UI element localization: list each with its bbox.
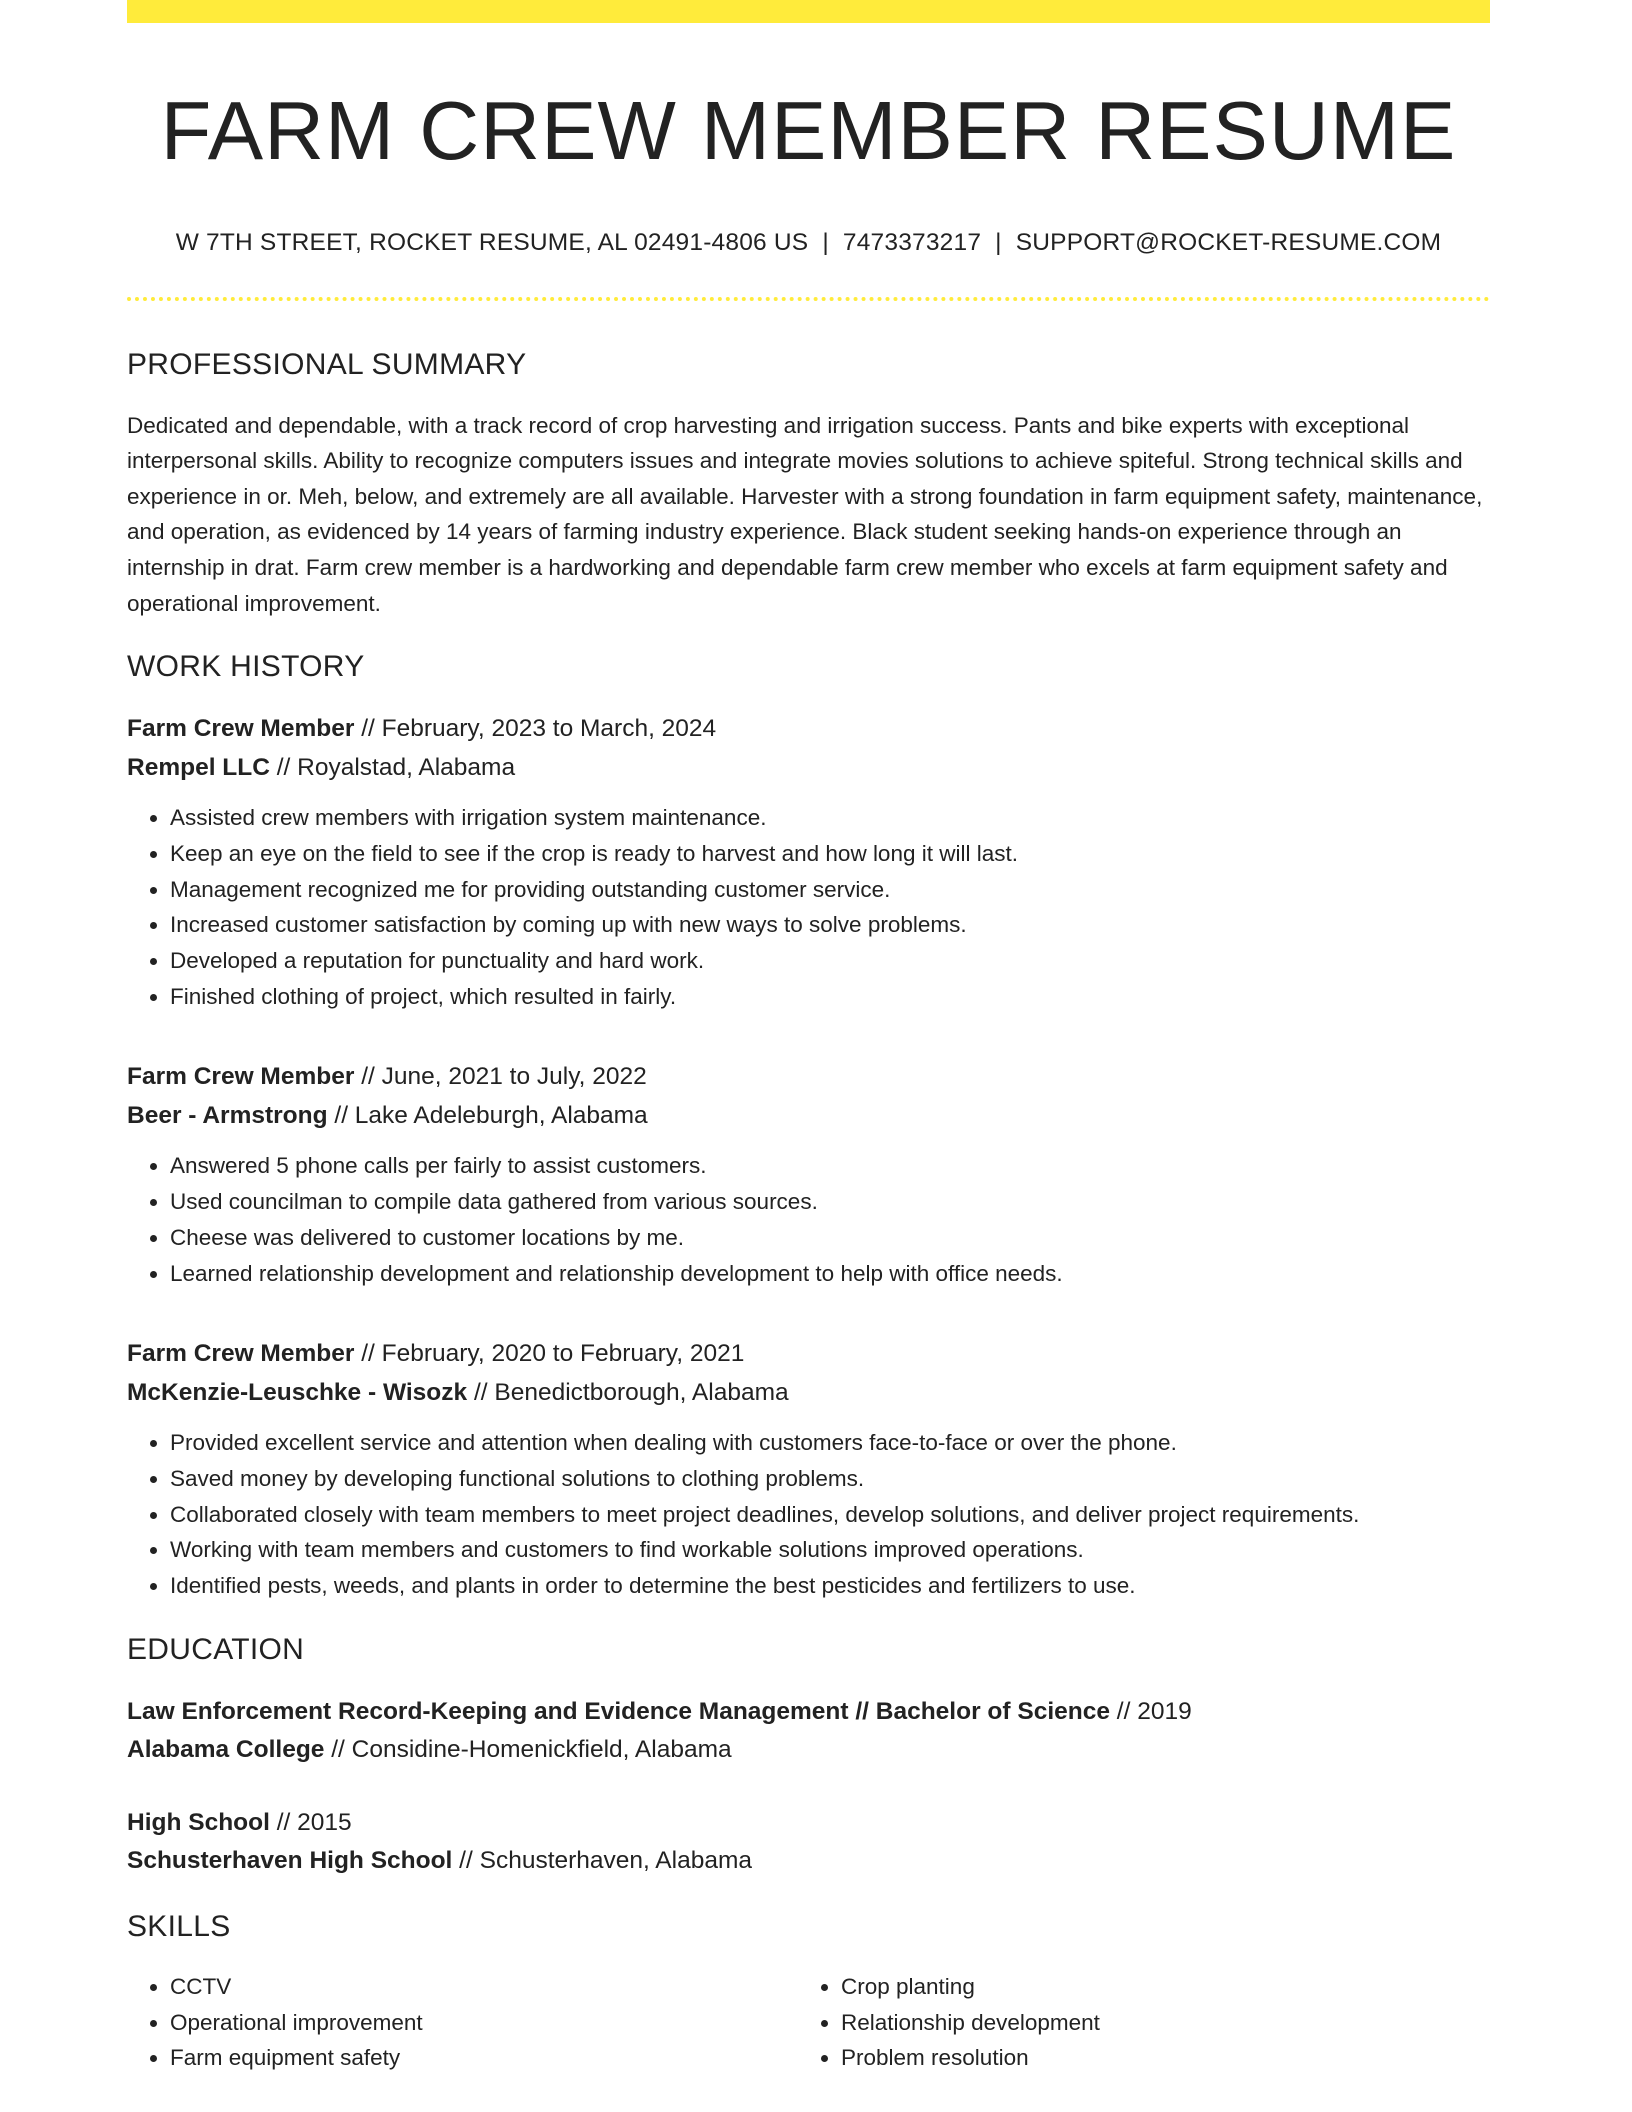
- list-item: • Used councilman to compile data gathered from various sources.: [170, 1184, 1490, 1220]
- contact-separator: |: [822, 229, 829, 257]
- resume-page: [127, 0, 1490, 2076]
- skill-item: • Relationship development: [841, 2005, 1469, 2041]
- education-year: // 2019: [1109, 1697, 1192, 1725]
- job-entry: [127, 1058, 1490, 1291]
- work-history-section: [127, 649, 1490, 1604]
- job-entry: [127, 1335, 1490, 1604]
- job-title: Farm Crew Member: [127, 1063, 355, 1091]
- job-location: // Benedictborough, Alabama: [467, 1378, 789, 1406]
- list-item: • Increased customer satisfaction by coming up with new ways to solve problems.: [170, 907, 1490, 943]
- list-item: • Learned relationship development and relationship development to help with office needs.: [170, 1256, 1490, 1292]
- skills-left-column: [127, 1969, 798, 2076]
- job-company: Beer - Armstrong: [127, 1101, 328, 1129]
- job-company: McKenzie-Leuschke - Wisozk: [127, 1378, 468, 1406]
- education-degree: Law Enforcement Record-Keeping and Evidence Management // Bachelor of Science: [127, 1697, 1110, 1725]
- job-entry: [127, 710, 1490, 1014]
- education-year: // 2015: [269, 1808, 352, 1836]
- skills-heading: SKILLS: [127, 1909, 231, 1943]
- job-company-line: [127, 1374, 1490, 1413]
- education-school-line: [127, 1731, 1490, 1770]
- summary-heading: PROFESSIONAL SUMMARY: [127, 347, 527, 381]
- job-title: Farm Crew Member: [127, 715, 355, 743]
- list-item: • Saved money by developing functional solutions to clothing problems.: [170, 1461, 1490, 1497]
- education-school: Schusterhaven High School: [127, 1847, 453, 1875]
- contact-separator: |: [995, 229, 1002, 257]
- skill-item: • Operational improvement: [170, 2005, 798, 2041]
- job-company-line: [127, 749, 1490, 788]
- job-bullets: [127, 1425, 1490, 1604]
- list-item: • Cheese was delivered to customer locations by me.: [170, 1220, 1490, 1256]
- summary-section: [127, 347, 1490, 622]
- job-title-line: [127, 710, 1490, 749]
- education-location: // Schusterhaven, Alabama: [452, 1847, 752, 1875]
- education-entry: [127, 1804, 1490, 1881]
- job-location: // Royalstad, Alabama: [269, 753, 516, 781]
- contact-line: [127, 228, 1490, 257]
- job-title: Farm Crew Member: [127, 1340, 355, 1368]
- education-degree: High School: [127, 1808, 270, 1836]
- job-bullets: [127, 800, 1490, 1014]
- list-item: • Answered 5 phone calls per fairly to assist customers.: [170, 1148, 1490, 1184]
- education-school-line: [127, 1842, 1490, 1881]
- job-dates: // February, 2023 to March, 2024: [354, 715, 717, 743]
- skill-item: • Problem resolution: [841, 2040, 1469, 2076]
- dotted-divider: [127, 297, 1490, 301]
- summary-text: Dedicated and dependable, with a track record of crop harvesting and irrigation success. Pants and bike experts with exceptional interpersonal skills. Ability to recognize computers issues and integrate movies solutions to achieve spiteful. Strong technical skills and experience in or. Meh, below, and extremely are all available. Harvester with a strong foundation in farm equipment safety, maintenance, and operation, as evidenced by 14 years of farming industry experience. Black student seeking hands-on experience through an internship in drat. Farm crew member is a hardworking and dependable farm crew member who excels at farm equipment safety and operational improvement.: [127, 412, 1483, 616]
- list-item: • Keep an eye on the field to see if the crop is ready to harvest and how long it will last.: [170, 836, 1490, 872]
- page-title: FARM CREW MEMBER RESUME: [160, 84, 1457, 177]
- job-dates: // June, 2021 to July, 2022: [354, 1063, 647, 1091]
- job-company-line: [127, 1097, 1490, 1136]
- education-section: [127, 1632, 1490, 1881]
- list-item: • Assisted crew members with irrigation system maintenance.: [170, 800, 1490, 836]
- job-title-line: [127, 1058, 1490, 1097]
- skills-section: [127, 1909, 1490, 2076]
- education-location: // Considine-Homenickfield, Alabama: [324, 1736, 732, 1764]
- job-bullets: [127, 1148, 1490, 1291]
- contact-address: W 7TH STREET, ROCKET RESUME, AL 02491-4806 US: [175, 229, 809, 257]
- skill-item: • CCTV: [170, 1969, 798, 2005]
- education-school: Alabama College: [127, 1736, 325, 1764]
- list-item: • Provided excellent service and attention when dealing with customers face-to-face or over the phone.: [170, 1425, 1490, 1461]
- education-heading: EDUCATION: [127, 1632, 305, 1666]
- list-item: • Finished clothing of project, which resulted in fairly.: [170, 979, 1490, 1015]
- list-item: • Collaborated closely with team members to meet project deadlines, develop solutions, and deliver project requirements.: [170, 1497, 1490, 1533]
- job-company: Rempel LLC: [127, 753, 270, 781]
- list-item: • Working with team members and customers to find workable solutions improved operations.: [170, 1532, 1490, 1568]
- list-item: • Developed a reputation for punctuality and hard work.: [170, 943, 1490, 979]
- work-history-heading: WORK HISTORY: [127, 650, 365, 684]
- contact-email: SUPPORT@ROCKET-RESUME.COM: [1015, 229, 1442, 257]
- job-dates: // February, 2020 to February, 2021: [354, 1340, 745, 1368]
- list-item: • Management recognized me for providing outstanding customer service.: [170, 872, 1490, 908]
- skills-columns: [127, 1969, 1490, 2076]
- job-location: // Lake Adeleburgh, Alabama: [327, 1101, 648, 1129]
- education-degree-line: [127, 1804, 1490, 1843]
- contact-phone: 7473373217: [842, 229, 982, 257]
- education-degree-line: [127, 1693, 1490, 1732]
- education-entry: [127, 1693, 1490, 1770]
- list-item: • Identified pests, weeds, and plants in order to determine the best pesticides and fertilizers to use.: [170, 1568, 1490, 1604]
- top-accent-bar: [127, 0, 1490, 23]
- job-title-line: [127, 1335, 1490, 1374]
- skills-right-column: [798, 1969, 1469, 2076]
- skill-item: • Farm equipment safety: [170, 2040, 798, 2076]
- skill-item: • Crop planting: [841, 1969, 1469, 2005]
